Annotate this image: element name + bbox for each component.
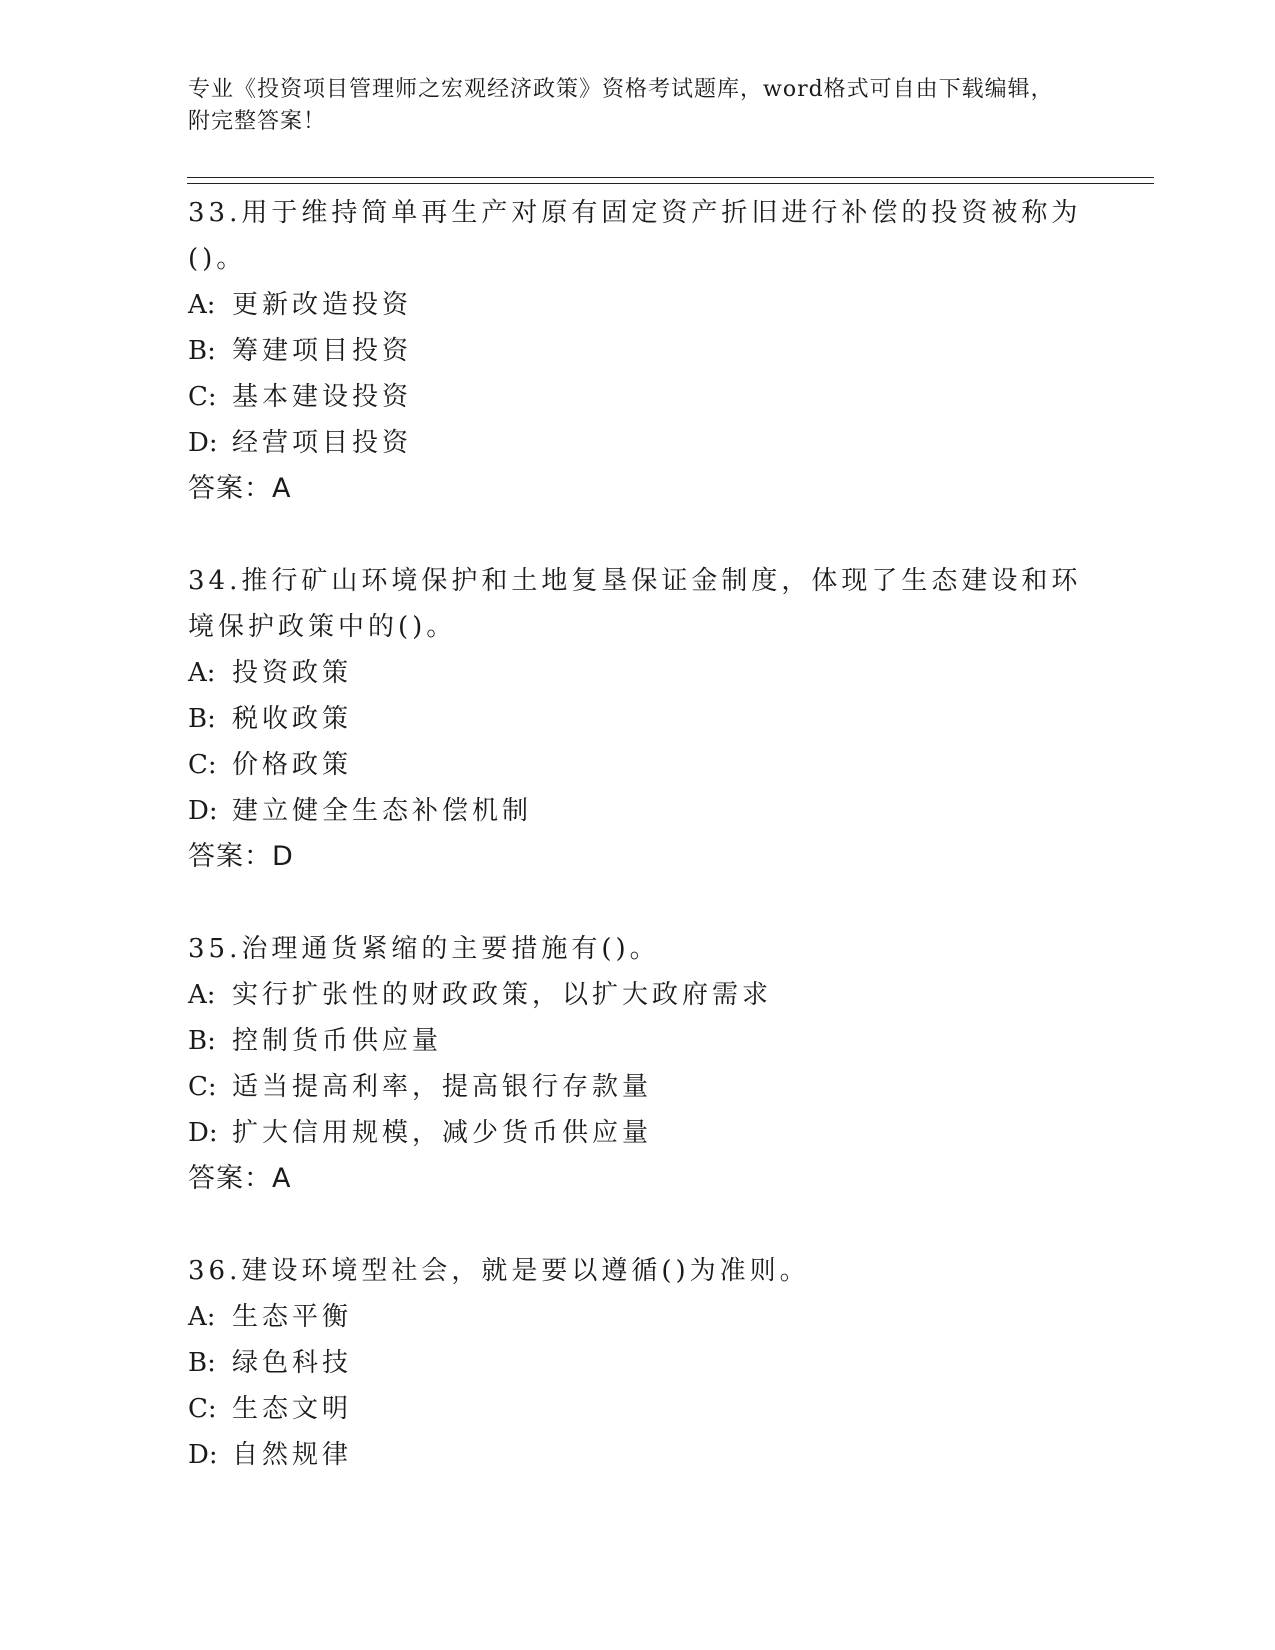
option-key: B: <box>188 336 216 366</box>
option-text: 自然规律 <box>232 1440 353 1470</box>
option-text: 筹建项目投资 <box>232 336 413 366</box>
option-key: D: <box>188 1118 218 1148</box>
option-a <box>188 972 1088 1018</box>
option-key: B: <box>188 704 216 734</box>
spacer <box>188 880 1088 926</box>
option-key: D: <box>188 796 218 826</box>
option-text: 扩大信用规模，减少货币供应量 <box>232 1118 653 1148</box>
option-a <box>188 282 1088 328</box>
option-key: A: <box>188 290 216 320</box>
option-d <box>188 1110 1088 1156</box>
option-text: 更新改造投资 <box>232 290 413 320</box>
option-text: 适当提高利率，提高银行存款量 <box>232 1072 653 1102</box>
option-text: 基本建设投资 <box>232 382 413 412</box>
document-header: 专业《投资项目管理师之宏观经济政策》资格考试题库，word格式可自由下载编辑，附完整答案！ <box>188 77 1054 134</box>
header-divider-bottom <box>187 183 1154 184</box>
answer-line: 答案：A <box>188 1163 292 1194</box>
question-34 <box>188 558 1088 880</box>
option-b <box>188 1018 1088 1064</box>
option-d <box>188 420 1088 466</box>
option-b <box>188 1340 1088 1386</box>
option-key: C: <box>188 382 217 412</box>
option-text: 价格政策 <box>232 750 353 780</box>
option-text: 控制货币供应量 <box>232 1026 443 1056</box>
spacer <box>188 512 1088 558</box>
option-c <box>188 374 1088 420</box>
answer-line: 答案：D <box>188 841 294 872</box>
option-text: 生态文明 <box>232 1394 353 1424</box>
option-text: 税收政策 <box>232 704 353 734</box>
option-text: 建立健全生态补偿机制 <box>232 796 533 826</box>
header-divider-top <box>187 177 1154 178</box>
question-36 <box>188 1248 1088 1478</box>
option-key: C: <box>188 750 217 780</box>
question-stem: 35.治理通货紧缩的主要措施有()。 <box>188 934 660 964</box>
option-c <box>188 742 1088 788</box>
option-key: A: <box>188 658 216 688</box>
option-c <box>188 1386 1088 1432</box>
question-stem: 34.推行矿山环境保护和土地复垦保证金制度，体现了生态建设和环境保护政策中的()。 <box>188 566 1082 642</box>
option-a <box>188 1294 1088 1340</box>
option-text: 实行扩张性的财政政策，以扩大政府需求 <box>232 980 773 1010</box>
option-key: D: <box>188 1440 218 1470</box>
option-key: A: <box>188 1302 216 1332</box>
option-d <box>188 1432 1088 1478</box>
question-stem: 33.用于维持简单再生产对原有固定资产折旧进行补偿的投资被称为()。 <box>188 198 1082 274</box>
option-key: C: <box>188 1394 217 1424</box>
option-text: 绿色科技 <box>232 1348 353 1378</box>
question-33 <box>188 190 1088 512</box>
option-text: 生态平衡 <box>232 1302 353 1332</box>
question-list <box>188 190 1088 1478</box>
answer-line: 答案：A <box>188 473 292 504</box>
option-key: B: <box>188 1348 216 1378</box>
option-key: B: <box>188 1026 216 1056</box>
option-key: C: <box>188 1072 217 1102</box>
option-d <box>188 788 1088 834</box>
option-c <box>188 1064 1088 1110</box>
option-b <box>188 328 1088 374</box>
option-a <box>188 650 1088 696</box>
option-key: A: <box>188 980 216 1010</box>
option-b <box>188 696 1088 742</box>
option-text: 经营项目投资 <box>232 428 413 458</box>
option-text: 投资政策 <box>232 658 353 688</box>
question-stem: 36.建设环境型社会，就是要以遵循()为准则。 <box>188 1256 810 1286</box>
spacer <box>188 1202 1088 1248</box>
question-35 <box>188 926 1088 1202</box>
option-key: D: <box>188 428 218 458</box>
